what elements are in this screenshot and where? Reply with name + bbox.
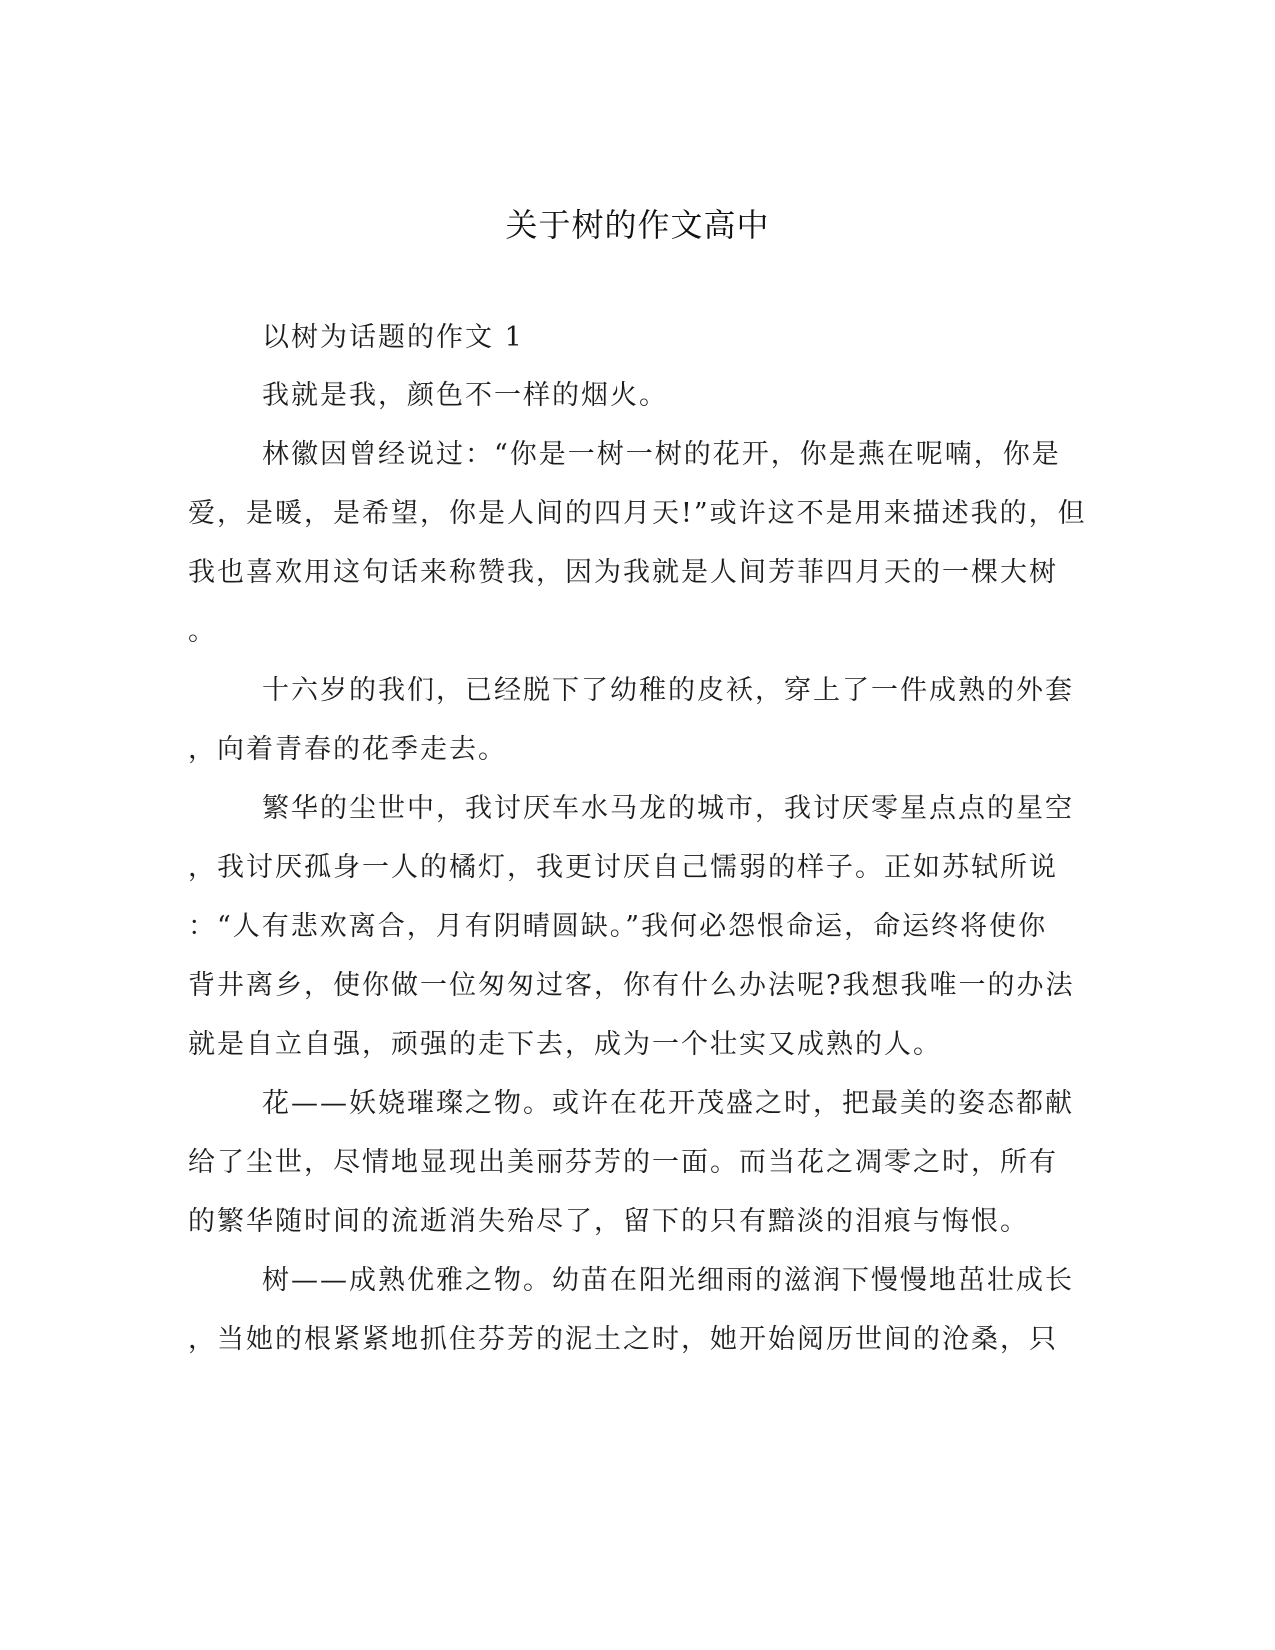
text-line: 花——妖娆璀璨之物。或许在花开茂盛之时，把最美的姿态都献 <box>262 1088 1074 1119</box>
text-line: 树——成熟优雅之物。幼苗在阳光细雨的滋润下慢慢地茁壮成长 <box>262 1265 1074 1296</box>
text-line: 。 <box>188 616 217 647</box>
text-line: 就是自立自强，顽强的走下去，成为一个壮实又成熟的人。 <box>188 1029 942 1060</box>
text-line: 以树为话题的作文 1 <box>262 322 524 353</box>
text-line: ，我讨厌孤身一人的橘灯，我更讨厌自己懦弱的样子。正如苏轼所说 <box>188 852 1058 883</box>
text-line: 的繁华随时间的流逝消失殆尽了，留下的只有黯淡的泪痕与悔恨。 <box>188 1206 1029 1237</box>
text-line: 繁华的尘世中，我讨厌车水马龙的城市，我讨厌零星点点的星空 <box>262 793 1074 824</box>
text-line: ：“人有悲欢离合，月有阴晴圆缺。”我何必怨恨命运，命运终将使你 <box>188 911 1048 942</box>
text-line: 林徽因曾经说过：“你是一树一树的花开，你是燕在呢喃，你是 <box>262 439 1061 470</box>
text-line: 背井离乡，使你做一位匆匆过客，你有什么办法呢?我想我唯一的办法 <box>188 970 1075 1001</box>
document-title: 关于树的作文高中 <box>505 206 770 244</box>
text-line: 十六岁的我们，已经脱下了幼稚的皮袄，穿上了一件成熟的外套 <box>262 675 1074 706</box>
text-line: 爱，是暖，是希望，你是人间的四月天!”或许这不是用来描述我的，但 <box>188 498 1087 529</box>
text-line: ，向着青春的花季走去。 <box>188 734 507 765</box>
text-line: 给了尘世，尽情地显现出美丽芬芳的一面。而当花之凋零之时，所有 <box>188 1147 1058 1178</box>
text-line: 我也喜欢用这句话来称赞我，因为我就是人间芳菲四月天的一棵大树 <box>188 557 1058 588</box>
text-line: 我就是我，颜色不一样的烟火。 <box>262 380 668 411</box>
text-line: ，当她的根紧紧地抓住芬芳的泥土之时，她开始阅历世间的沧桑，只 <box>188 1324 1058 1355</box>
